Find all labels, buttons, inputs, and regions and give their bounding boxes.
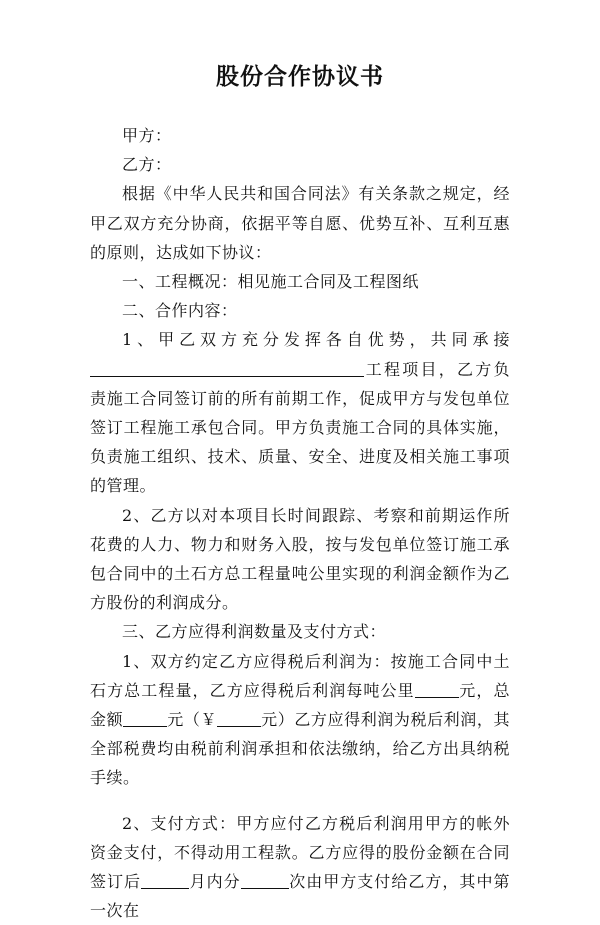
clause-1-lead: 1、甲乙双方充分发挥各自优势，共同承接 xyxy=(122,330,510,350)
profit-per-ton-km-blank xyxy=(415,681,459,698)
payment-1-paragraph xyxy=(90,647,510,793)
installments-blank xyxy=(241,872,289,889)
party-b-line: 乙方： xyxy=(122,155,172,175)
total-amount-blank xyxy=(123,710,167,727)
payment-1-text-c: 元（￥ xyxy=(167,710,218,730)
section-3-heading: 三、乙方应得利润数量及支付方式： xyxy=(122,622,387,642)
document-title: 股份合作协议书 xyxy=(216,63,384,90)
payment-1-text-a: 1、双方约定乙方应得税后利润为：按施工合同中土石方总工程量，乙方应得税后利润每吨公里 xyxy=(90,651,510,700)
payment-2-paragraph xyxy=(90,809,510,925)
months-blank xyxy=(141,872,189,889)
clause-2-paragraph: 2、乙方以对本项目长时间跟踪、考察和前期运作所花费的人力、物力和财务入股，按与发包单位签订施工承包合同中的土石方总工程量吨公里实现的利润金额作为乙方股份的利润成分。 xyxy=(90,505,510,613)
intro-paragraph: 根据《中华人民共和国合同法》有关条款之规定，经甲乙双方充分协商，依据平等自愿、优势互补、互利互惠的原则，达成如下协议： xyxy=(90,184,510,262)
section-1-heading: 一、工程概况：相见施工合同及工程图纸 xyxy=(122,272,420,292)
clause-1-paragraph xyxy=(90,325,510,500)
payment-2-text-b: 月内分 xyxy=(189,872,241,892)
document-body xyxy=(90,121,510,925)
payment-1-text-b: 元，总金额 xyxy=(90,680,510,730)
total-amount-number-blank xyxy=(217,710,261,727)
party-a-line: 甲方： xyxy=(122,126,172,145)
project-name-blank xyxy=(90,360,364,377)
clause-1-rest: 工程项目，乙方负责施工合同签订前的所有前期工作，促成甲方与发包单位签订工程施工承包合同。甲方负责施工合同的具体实施，负责施工组织、技术、质量、安全、进度及相关施工事项的管理。 xyxy=(90,359,510,496)
section-2-heading: 二、合作内容： xyxy=(122,301,238,321)
payment-2-text-a: 2、支付方式：甲方应付乙方税后利润用甲方的帐外资金支付，不得动用工程款。乙方应得的股份金额在合同签订后 xyxy=(90,813,510,892)
payment-2-text-c: 次由甲方支付给乙方，其中第一次在 xyxy=(90,872,510,921)
payment-1-text-d: 元）乙方应得利润为税后利润，其全部税费均由税前利润承担和依法缴纳，给乙方出具纳税手续。 xyxy=(90,710,510,788)
